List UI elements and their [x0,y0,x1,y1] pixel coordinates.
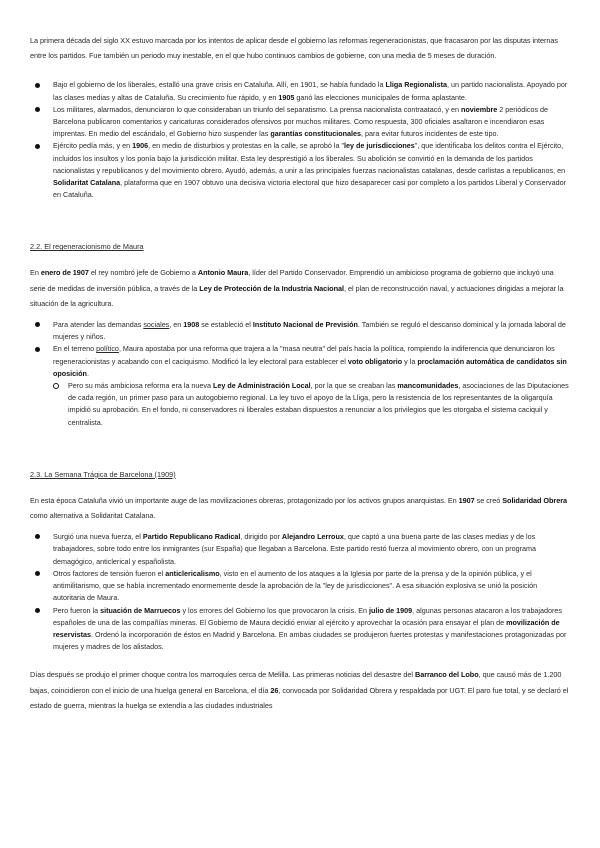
text-run: , que causó más de 1.200 bajas, coincidieron con el inicio de una huelga general en Barcelona, el día [30,670,562,695]
bold-text: ley de jurisdicciones [344,141,415,151]
list-catalonia-crisis [30,79,570,201]
text-run: Otros factores de tensión fueron el [53,568,166,578]
bold-text: Instituto Nacional de Previsión [252,320,358,330]
bold-text: mancomunidades [397,381,459,391]
bold-text: voto obligatorio [347,356,403,366]
hollow-bullet-icon [53,383,59,389]
text-run: Para atender las demandas [53,320,144,330]
bullet-icon [35,107,40,112]
underlined-text: político [96,344,119,354]
text-run: , visto en el aumento de los ataques a la Iglesia por parte de la prensa y de la opinión pública, y el antimilitarismo, que se había incrementado enormemente desde la aprobación de la "ley de jurisdicciones". A esa situación explosiva se unió la posición autoritaria de Maura. [53,568,538,603]
text-run: Pero fueron la [53,605,101,615]
bold-text: proclamación automática de candidatos sin oposición [53,356,567,378]
text-run: , Maura apostaba por una reforma que trajera a la "masa neutra" del país hacia la política, rompiendo la indiferencia que denunciaron los regeneracionistas y acabando con el caciquismo. Modificó la ley electoral para establecer el [53,344,555,366]
list-item [30,568,570,605]
bold-text: Ley de Protección de la Industria Nacional [199,283,344,293]
text-run: Ejército pedía más, y en [53,141,133,151]
bold-text: garantías constitucionales [270,129,362,139]
text-run: y la [402,356,418,366]
text-run: , que captó a una buena parte de las clases medias y de los trabajadores, sobre todo entre los inmigrantes (sur España) que llegaban a Barcelona. Este partido restó fuerza al movimiento obrero, con un programa demagógico, anticlerical y españolista. [53,532,537,566]
sublist-local-administration [30,380,570,429]
bold-text: Antonio Maura [197,268,249,278]
text-run: , por la que se creaban las [310,381,398,391]
text-run: En [30,268,41,278]
bold-text: 1906 [132,141,149,151]
text-run: , dirigido por [240,532,282,542]
bullet-icon [35,83,40,88]
bullet-icon [35,534,40,539]
bullet-icon [35,571,40,576]
text-run: , en medio de disturbios y protestas en la calle, se aprobó la " [148,141,345,151]
barranco-paragraph [30,667,570,713]
bold-text: enero de 1907 [40,268,89,278]
maura-paragraph [30,265,570,311]
text-run: se estableció el [199,320,253,330]
text-run: , convocada por Solidaridad Obrera y respaldada por UGT. El paro fue total, y se declaró el estado de guerra, mientras la huelga se extendía a las ciudades industriales [30,685,569,710]
list-maura-reforms [30,319,570,380]
text-run: y los errores del Gobierno los que provocaron la crisis. En [180,605,370,615]
text-run: . También se reguló el descanso dominical y la jornada laboral de mujeres y niños. [53,320,566,342]
text-run: , el plan de reconstrucción naval, y actuaciones dirigidas a mejorar la situación de la agricultura. [30,283,564,308]
text-run: . Ordenó la incorporación de éstos en Madrid y Barcelona. En ambas ciudades se produjeron fuertes protestas y manifestaciones protagonizadas por mujeres y madres de los alistados. [53,629,567,652]
text-run: , algunas personas atacaron a los trabajadores españoles de una de las compañías mineras. El Gobierno de Maura decidió enviar al ejército y aprovechar la ocasión para ensayar el plan de [53,605,563,627]
text-run: . [86,368,89,378]
text-run: ", que identificaba los delitos contra el Ejército, incluidos los insultos y los ponía bajo la jurisdicción militar. Esta ley desprestigió a los liberales. Su abolición se convirtió en la demanda de los partidos nacionalistas y republicanos y del movimiento obrero. Ayudó, además, a unir a las principales fuerzas nacionalistas catalanas, desde carlistas a republicanos, en [53,141,566,175]
list-item [30,79,570,103]
bullet-icon [35,608,40,613]
text-run: , líder del Partido Conservador. Emprendió un ambicioso programa de gobierno que incluyó una serie de medidas de inversión pública, a través de la [30,268,554,293]
bullet-icon [35,347,40,352]
text-run: se creó [474,495,503,505]
text-run: el rey nombró jefe de Gobierno a [88,268,198,278]
text-run: ganó las elecciones municipales de forma aplastante. [294,92,467,102]
text-run: , plataforma que en 1907 obtuvo una decisiva victoria electoral que hizo desaparecer casi por completo a los partidos Liberal y Conservador en Cataluña. [53,178,566,200]
bold-text: Solidaridad Obrera [502,495,568,505]
bold-text: Solidaritat Catalana [53,178,121,188]
bold-text: julio de 1909 [369,605,413,615]
text-run: como alternativa a Solidaritat Catalana. [30,511,156,521]
list-item [30,531,570,568]
text-run: , asociaciones de las Diputaciones de cada región, un primer paso para un autogobierno regional. La ley tuvo el apoyo de la Lliga, pero la resistencia de los representantes de la oligarquía impidió su aprobación. En el fondo, ni conservadores ni liberales estaban dispuestos a renunciar a los privilegios que les otorgaba el sistema caciquil y centralista. [68,381,569,427]
bold-text: Ley de Administración Local [213,381,311,391]
text-run: , un partido nacionalista. Apoyado por las clases medias y altas de Cataluña. Su crecimiento fue rápido, y en [53,80,568,102]
underlined-text: sociales [143,320,170,330]
text-run: En el terreno [53,344,97,354]
bold-text: Partido Republicano Radical [142,532,241,542]
list-semana-tragica [30,531,570,653]
text-run: La primera década del siglo XX estuvo marcada por los intentos de aplicar desde el gobierno las reformas regeneracionistas, que fracasaron por las disputas internas entre los partidos. Fue también un periodo muy inestable, en el que hubo continuos cambios de gobierne, con una media de 5 meses de duración. [30,36,559,61]
text-run: , en [169,320,184,330]
text-run: Los militares, alarmados, denunciaron lo que consideraban un triunfo del separatismo. La prensa nacionalista contraatacó, y en [53,104,461,114]
bold-text: 1908 [183,320,200,330]
bold-text: 1905 [278,92,295,102]
bold-text: Barranco del Lobo [414,670,479,680]
bold-text: 26 [270,685,279,695]
bold-text: noviembre [460,104,498,114]
section-heading-maura: 2.2. El regeneracionismo de Maura [30,242,144,252]
text-run: Días después se produjo el primer choque contra los marroquíes cerca de Melilla. Las primeras noticias del desastre del [30,670,415,680]
bold-text: situación de Marruecos [100,605,181,615]
bold-text: Lliga Regionalista [385,80,447,90]
text-run: Surgió una nueva fuerza, el [53,532,143,542]
text-run: 2 periódicos de Barcelona publicaron comentarios y caricaturas considerados ofensivos por muchos militares. Como respuesta, 300 oficiales asaltaron e incendiaron esas imprentas. En medio del escándalo, el Gobierno hizo suspender las [53,104,549,139]
section-heading-semana-tragica: 2.3. La Semana Trágica de Barcelona (1909) [30,469,176,479]
bold-text: movilización de reservistas [53,617,560,639]
text-run: En esta época Cataluña vivió un importante auge de las movilizaciones obreras, protagonizado por los activos grupos anarquistas. En [30,495,459,505]
list-item [30,605,570,654]
bullet-icon [35,144,40,149]
bold-text: Alejandro Lerroux [281,532,344,542]
semana-tragica-paragraph [30,493,570,523]
bold-text: anticlericalismo [165,568,220,578]
bullet-icon [35,322,40,327]
intro-paragraph [30,33,570,63]
text-run: Pero su más ambiciosa reforma era la nueva [68,381,214,391]
text-run: , para evitar futuros incidentes de este tipo. [361,129,499,139]
list-item [30,343,570,380]
list-item [30,140,570,201]
list-item [30,104,570,141]
bold-text: 1907 [458,495,475,505]
list-item [30,319,570,343]
list-item [30,380,570,429]
text-run: Bajo el gobierno de los liberales, estalló una grave crisis en Cataluña. Allí, en 1901, se había fundado la [53,80,386,90]
